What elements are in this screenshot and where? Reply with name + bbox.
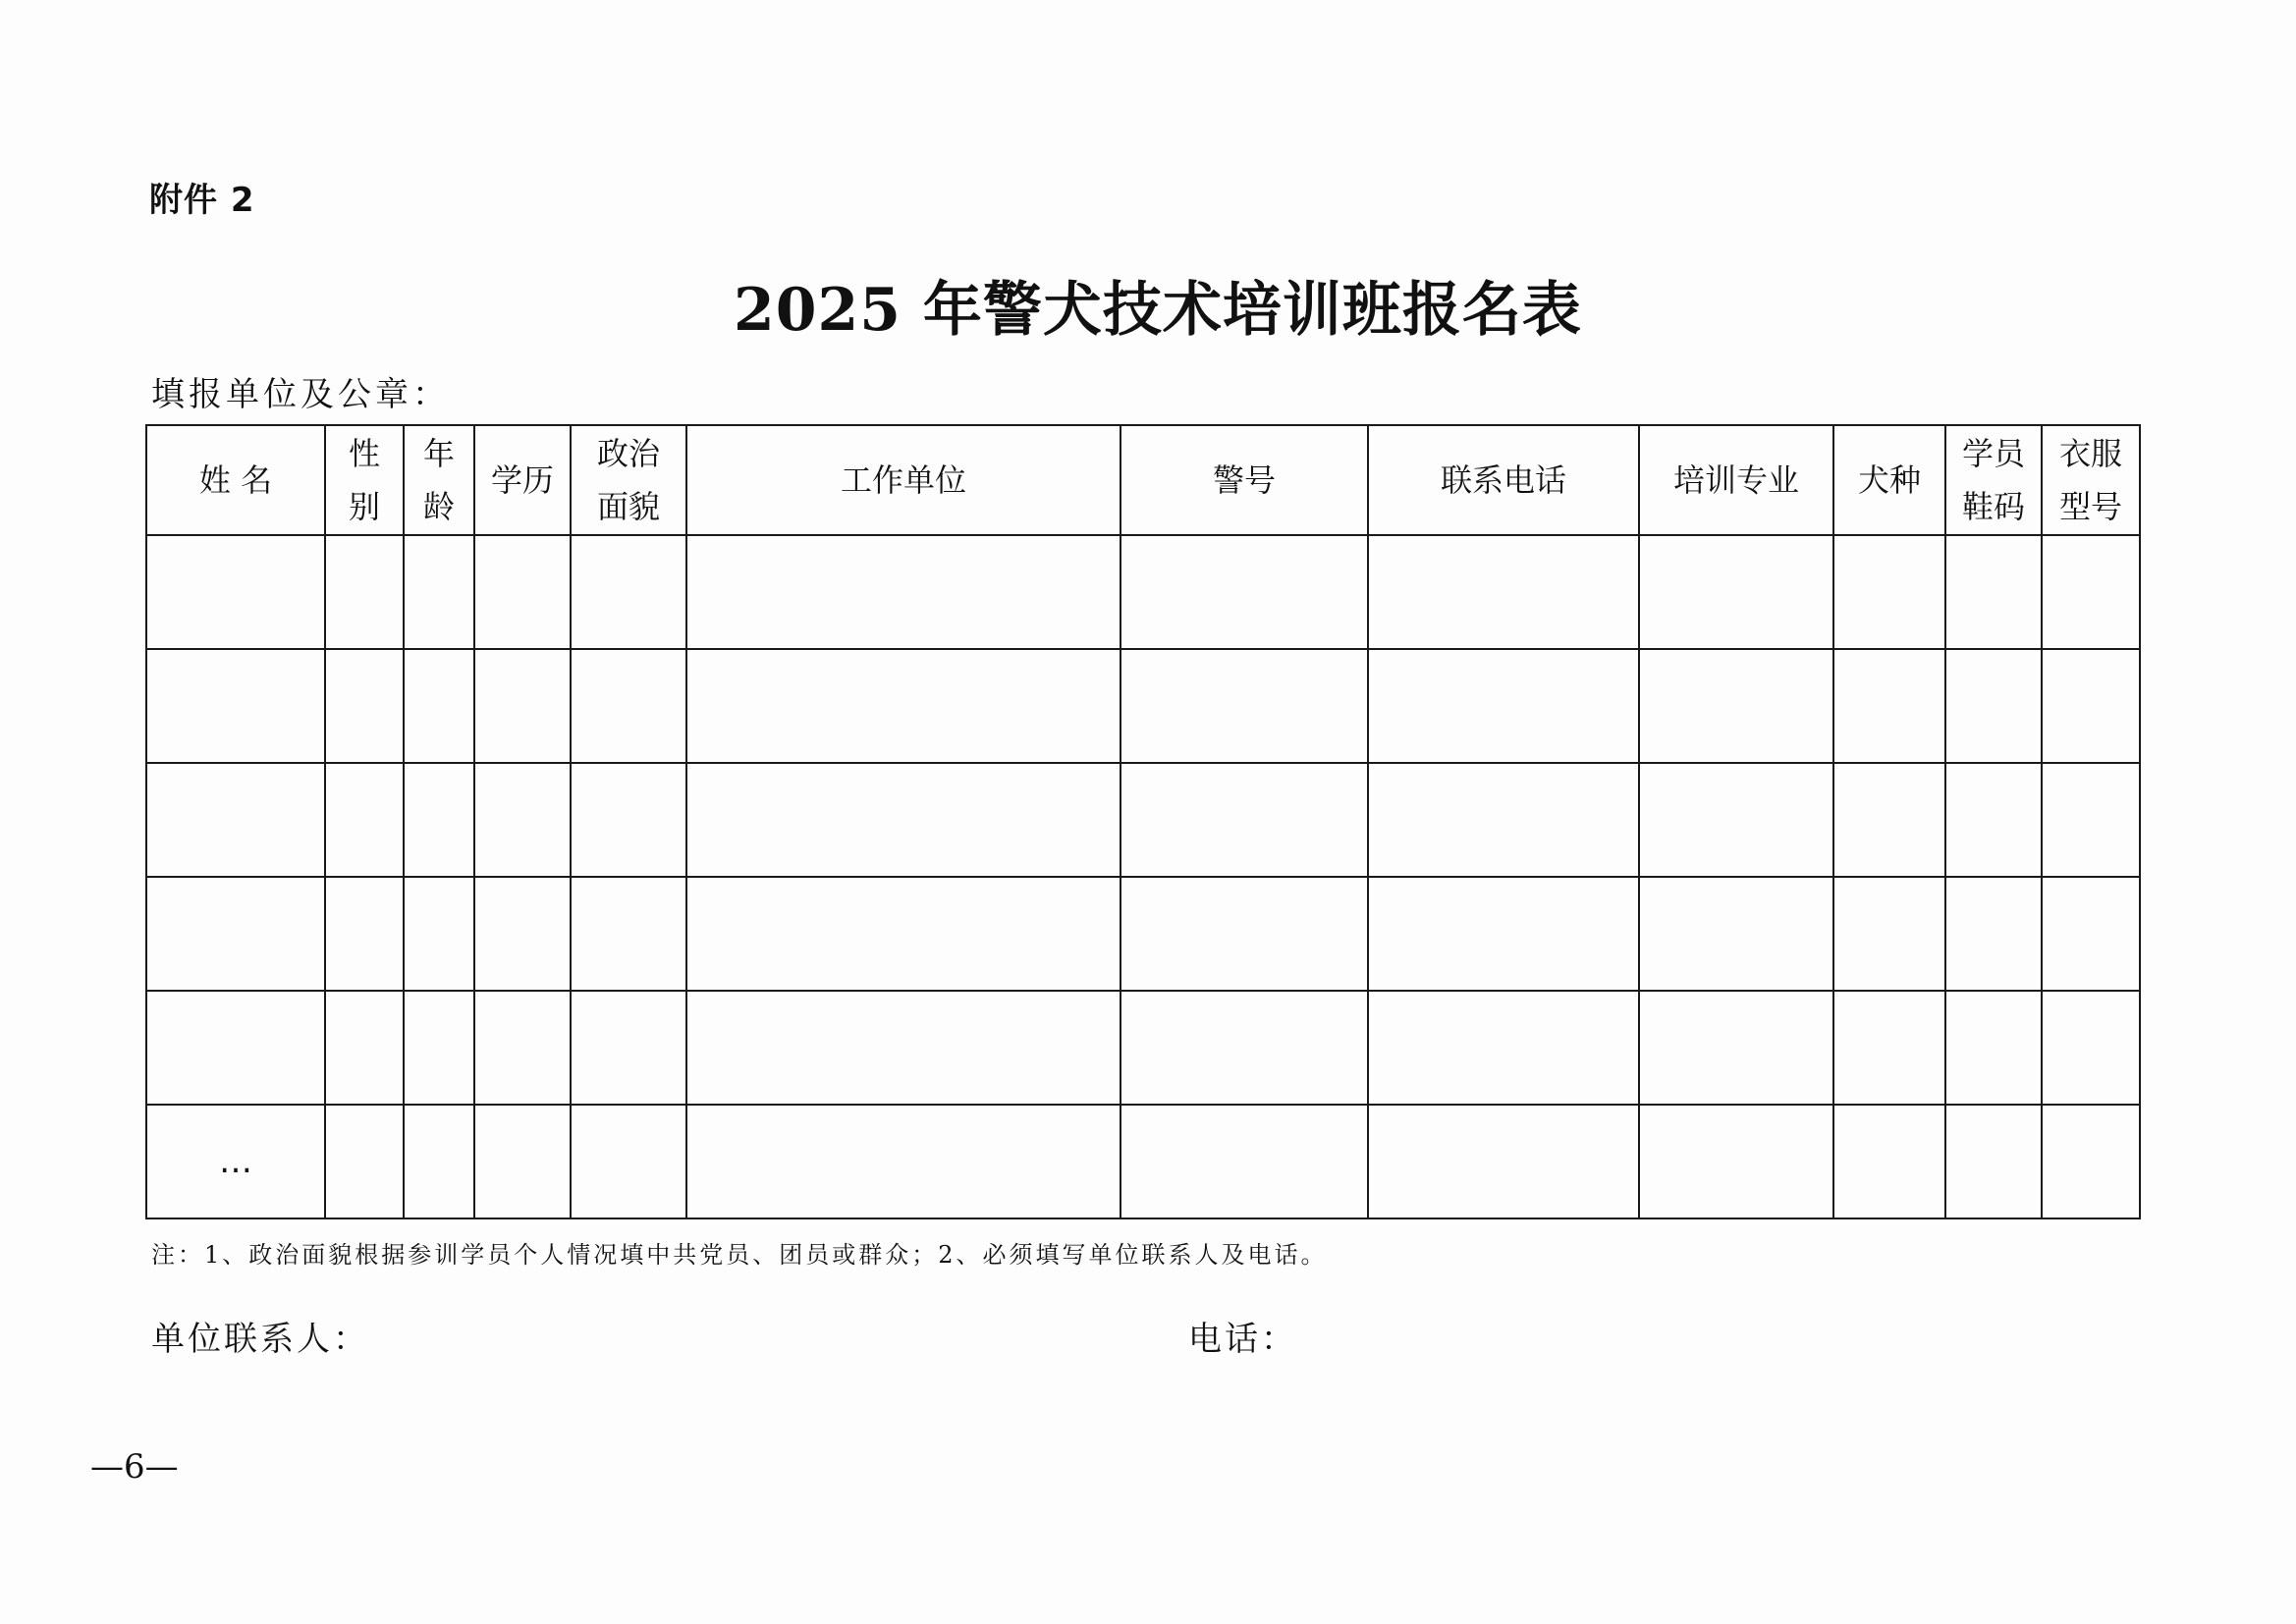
table-row: [146, 877, 2140, 991]
table-cell[interactable]: [1945, 535, 2042, 649]
table-cell[interactable]: [404, 649, 474, 763]
column-header: [474, 425, 571, 535]
column-header-text: 姓 名: [198, 461, 273, 499]
table-cell[interactable]: [1945, 877, 2042, 991]
table-cell[interactable]: [404, 991, 474, 1105]
table-cell[interactable]: [474, 1105, 571, 1218]
table-cell[interactable]: [325, 1105, 404, 1218]
table-cell[interactable]: [1368, 1105, 1639, 1218]
table-cell[interactable]: [571, 763, 686, 877]
column-header: [404, 425, 474, 535]
table-row: [146, 649, 2140, 763]
column-header-text: 学员: [1961, 435, 2025, 472]
table-cell[interactable]: [571, 1105, 686, 1218]
column-header-text: 政治: [596, 435, 660, 472]
table-cell[interactable]: [1639, 763, 1833, 877]
attachment-label: 附件 2: [149, 181, 255, 220]
column-header: [1833, 425, 1945, 535]
table-cell[interactable]: [2042, 991, 2140, 1105]
column-header-text: 龄: [422, 488, 455, 525]
registration-table: [145, 424, 2141, 1219]
phone-label: 电话：: [1188, 1320, 1297, 1359]
table-cell[interactable]: [325, 877, 404, 991]
column-header: [686, 425, 1121, 535]
table-cell[interactable]: [1945, 649, 2042, 763]
table-cell[interactable]: [1639, 1105, 1833, 1218]
table-cell[interactable]: [325, 535, 404, 649]
table-cell[interactable]: [474, 877, 571, 991]
table-cell[interactable]: [1368, 535, 1639, 649]
column-header-text: 面貌: [596, 488, 660, 525]
table-cell[interactable]: [571, 877, 686, 991]
column-header-text: 衣服: [2058, 435, 2122, 472]
table-row: [146, 535, 2140, 649]
table-cell[interactable]: [404, 1105, 474, 1218]
contact-person-label: 单位联系人：: [151, 1320, 369, 1359]
table-cell[interactable]: [686, 991, 1121, 1105]
table-cell[interactable]: [686, 763, 1121, 877]
column-header-text: 学历: [490, 461, 554, 499]
table-cell[interactable]: [1833, 535, 1945, 649]
table-cell[interactable]: [474, 649, 571, 763]
column-header-text: 鞋码: [1961, 488, 2025, 525]
column-header-text: 犬种: [1857, 461, 1921, 499]
table-cell[interactable]: [1121, 649, 1368, 763]
column-header-text: 型号: [2058, 488, 2122, 525]
column-header-text: 培训专业: [1672, 461, 1799, 499]
column-header: [2042, 425, 2140, 535]
table-cell[interactable]: [2042, 649, 2140, 763]
column-header-text: 年: [422, 435, 455, 472]
table-cell[interactable]: [474, 763, 571, 877]
table-cell[interactable]: [1833, 991, 1945, 1105]
table-cell[interactable]: [571, 649, 686, 763]
footnote: 注：1、政治面貌根据参训学员个人情况填中共党员、团员或群众；2、必须填写单位联系人及电话。: [151, 1241, 1328, 1269]
column-header-text: 性: [348, 435, 380, 472]
table-cell[interactable]: [1368, 649, 1639, 763]
table-cell[interactable]: [1639, 649, 1833, 763]
table-cell[interactable]: [1833, 649, 1945, 763]
table-cell[interactable]: [404, 877, 474, 991]
table-cell[interactable]: [325, 649, 404, 763]
column-header: [571, 425, 686, 535]
reporting-unit-label: 填报单位及公章：: [151, 375, 450, 414]
table-cell[interactable]: [1833, 1105, 1945, 1218]
column-header-text: 工作单位: [840, 461, 966, 499]
table-cell[interactable]: [474, 991, 571, 1105]
table-cell[interactable]: [686, 535, 1121, 649]
table-row: [146, 991, 2140, 1105]
table-cell[interactable]: [146, 763, 325, 877]
page-number: —6—: [90, 1447, 179, 1487]
table-cell[interactable]: [325, 991, 404, 1105]
table-cell[interactable]: [2042, 877, 2140, 991]
form-title: 2025 年警犬技术培训班报名表: [734, 276, 1582, 345]
table-cell[interactable]: [686, 649, 1121, 763]
table-cell[interactable]: [686, 1105, 1121, 1218]
table-cell[interactable]: [325, 763, 404, 877]
table-cell[interactable]: [1121, 877, 1368, 991]
column-header: [1639, 425, 1833, 535]
table-cell[interactable]: [1121, 1105, 1368, 1218]
table-row: [146, 1105, 2140, 1218]
table-cell[interactable]: [1368, 991, 1639, 1105]
table-cell[interactable]: [1833, 763, 1945, 877]
table-cell[interactable]: [146, 535, 325, 649]
table-cell[interactable]: …: [146, 1105, 325, 1218]
table-cell[interactable]: [146, 991, 325, 1105]
table-cell[interactable]: [404, 763, 474, 877]
table-cell[interactable]: [1639, 991, 1833, 1105]
table-cell[interactable]: [1639, 877, 1833, 991]
column-header: [325, 425, 404, 535]
column-header: [1945, 425, 2042, 535]
table-cell[interactable]: [1945, 991, 2042, 1105]
column-header: [146, 425, 325, 535]
table-cell[interactable]: [2042, 763, 2140, 877]
table-cell[interactable]: [1639, 535, 1833, 649]
table-row: [146, 763, 2140, 877]
column-header-text: 联系电话: [1440, 461, 1566, 499]
table-cell[interactable]: [404, 535, 474, 649]
column-header: [1368, 425, 1639, 535]
table-cell[interactable]: [2042, 1105, 2140, 1218]
table-cell[interactable]: [1121, 763, 1368, 877]
table-header-row: [146, 425, 2140, 535]
table-cell[interactable]: [146, 877, 325, 991]
table-cell[interactable]: [2042, 535, 2140, 649]
column-header: [1121, 425, 1368, 535]
table-cell[interactable]: [474, 535, 571, 649]
table-cell[interactable]: [1945, 763, 2042, 877]
column-header-text: 别: [348, 488, 380, 525]
table-cell[interactable]: [1121, 535, 1368, 649]
table-cell[interactable]: [1368, 877, 1639, 991]
table-cell[interactable]: [1121, 991, 1368, 1105]
table-cell[interactable]: [146, 649, 325, 763]
column-header-text: 警号: [1212, 461, 1276, 499]
table-cell[interactable]: [1945, 1105, 2042, 1218]
table-cell[interactable]: [686, 877, 1121, 991]
table-cell[interactable]: [1368, 763, 1639, 877]
table-cell[interactable]: [571, 991, 686, 1105]
table-cell[interactable]: [1833, 877, 1945, 991]
table-cell[interactable]: [571, 535, 686, 649]
